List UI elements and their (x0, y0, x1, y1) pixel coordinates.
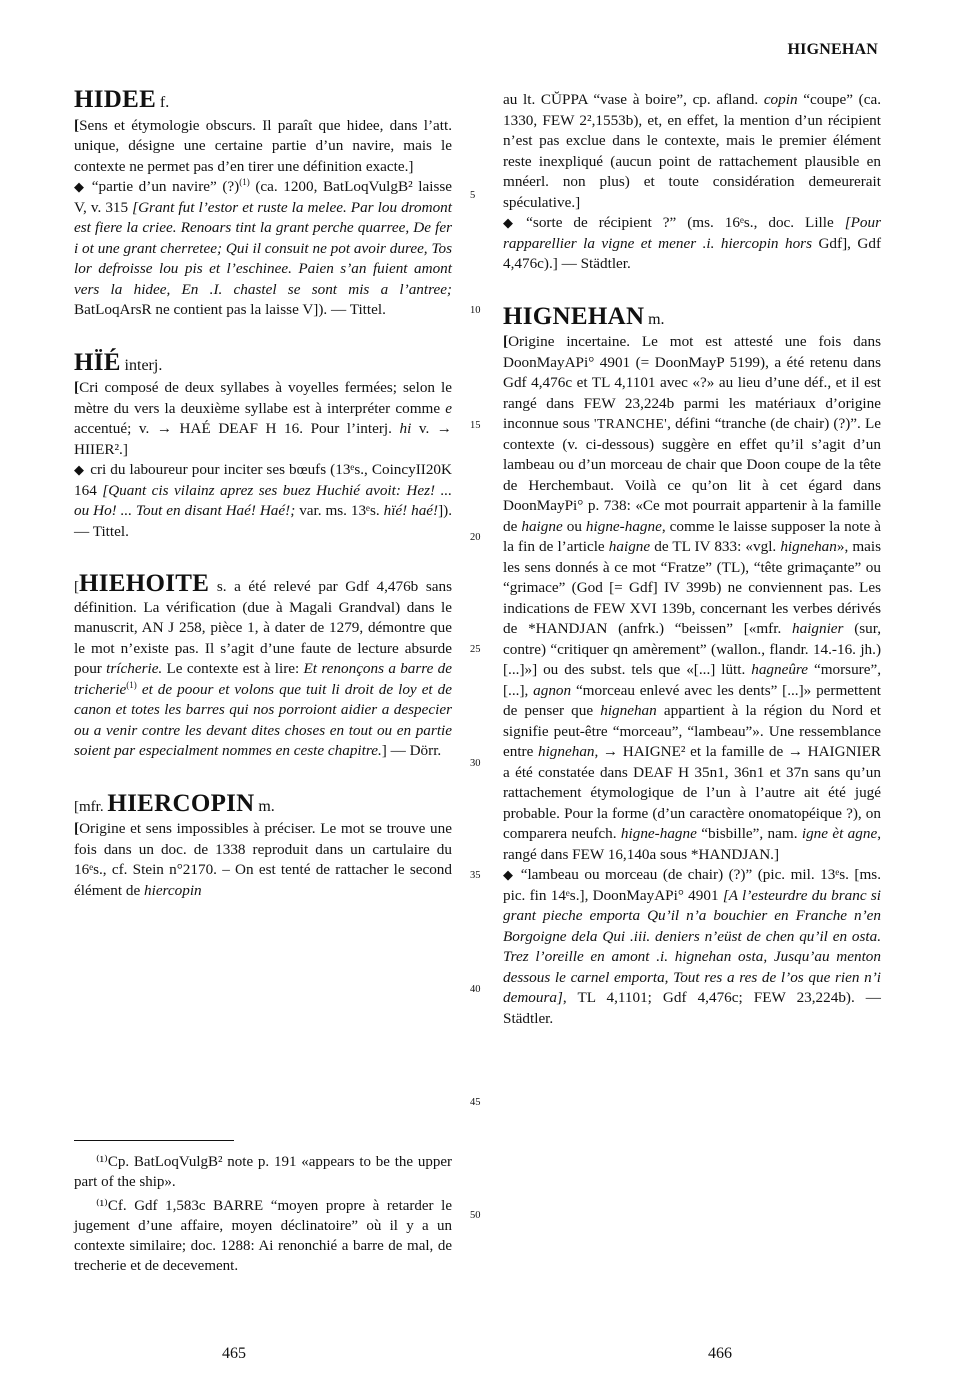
quotation: Et renonçons a barre de tricherie (74, 660, 453, 698)
lemma-hie: HÏÉ (74, 348, 121, 376)
lemma-hiehoite: HIEHOITE (79, 570, 210, 597)
sense: ◆ cri du laboureur pour inciter ses bœufs (13ᵉs., CoincyII20K 164 [Quant cis vilainz aprez ses buez Huchié avoit: Hez! ... ou Ho! ... Tout en disant Haé! Haé!; var. ms. 13ᵉs. hïé! haé!]). — Tittel. (74, 461, 453, 540)
quotation: [Grant fut l’estor et ruste la melee. Par lou dromont est fiere la criee. Renoars tint la grant perche quarree, De fer i ot une grant cherretee; Qui il consuit ne pot avoir duree, Tos lor defroisse lou pis et l’eschinee. Paien s’an fuient amont vers la hidee, En .I. chastel se sont mis a l’antree; (74, 198, 452, 298)
footnote-marker: (1) (126, 679, 137, 690)
quotation: [Pour rapparellier la vigne et mener .i. hiercopin hors (503, 214, 881, 252)
entry-hignehan (503, 302, 882, 1030)
entry-hiercopin-cont (503, 90, 881, 275)
entry-head: [mfr. HIERCOPIN m. (74, 789, 275, 817)
etymology: [Origine et sens impossibles à préciser. Le mot se trouve une fois dans un doc. de 1338 reproduit dans un cartulaire du 16ᵉs., cf. Stein n°2170. – On est tenté de rattacher le second élément de hiercopin (74, 820, 452, 899)
sense: ◆ “lambeau ou morceau (de chair) (?)” (pic. mil. 13ᵉs. [ms. pic. fin 14ᵉs.], DoonMayAPi° 4901 [A l’esteurdre du branc si grant pieche emporta Qu’il n’a bouchier en Franche n’en Borgoigne dela Qui .iii. deniers n’eüst de chen qu’il en osta. Trez l’oreille en amont .i. hignehan osta, Jusqu’au menton dessous le carnel emporta, Tout res a res de l’os que rien n’i demoura], TL 4,1101; Gdf 4,476c; FEW 23,224b). — Städtler. (503, 866, 881, 1027)
page-number-right: 466 (708, 1345, 732, 1362)
line-number: 10 (470, 305, 481, 316)
lemma-hignehan: HIGNEHAN (503, 302, 645, 330)
footnote-marker: (1) (239, 176, 250, 187)
diamond-icon: ◆ (74, 462, 85, 477)
entry-head (74, 86, 452, 114)
grammar-label: m. (648, 310, 665, 328)
running-header: HIGNEHAN (787, 41, 878, 58)
line-number: 50 (470, 1210, 481, 1221)
diamond-icon: ◆ (503, 215, 521, 230)
footnotes (74, 1152, 452, 1280)
line-number: 5 (470, 190, 476, 201)
grammar-label: interj. (124, 356, 163, 374)
lemma-hidee: HIDEE (74, 86, 157, 113)
etymology-continued: au lt. CŬPPA “vase à boire”, cp. afland. copin “coupe” (ca. 1330, FEW 2²,1553b), et, en effet, la mention d’un récipient n’est pas exclue dans le contexte, mais le premier élément reste inexpliqué (aucun point de rattachement plausible en mnéerl. non plus) et toute considération demeurerait spéculative.] (503, 91, 882, 211)
line-number: 35 (470, 870, 481, 881)
entry-head (74, 348, 452, 377)
line-number: 25 (470, 644, 481, 655)
entry-head (503, 302, 881, 331)
grammar-label: m. (258, 797, 275, 815)
etymology: [Origine incertaine. Le mot est attesté une fois dans DoonMayAPi° 4901 (= DoonMayP 5199), a été retenu dans Gdf 4,476c et TL 4,1101 avec «?» au lieu d’une déf., et il est rangé dans FEW 23,224b parmi les matériaux d’origine inconnue sous 'TRANCHE', défini “tranche (de chair) (?)”. Le contexte (v. ci-dessous) suggère en effet qu’il s’agit d’un lambeau ou d’un morceau de chair que Doon coupe de la tête de Herchembaut. Voilà ce qu’on lit à cet égard dans DoonMayPi° p. 738: «Ce mot pourrait appartenir à la famille de haigne ou higne-hagne, comme le laisse supposer la note à la fin de l’article haigne de TL IV 833: «vgl. hignehan», mais les sens donnés à ce mot “Fratze” (TL), “tête grimaçante” ou “grimace” (God [= Gdf] IV 399b) ne conviennent pas. Les indications de FEW XVI 139b, concernant les verbes dérivés de *HANDJAN (anfrk.) “beissen” [«mfr. haignier (sur, contre) “critiquer qn amèrement” (wallon., flandr. 14.-16. jh.) [...]»] ou des subst. tels que «[...] lütt. hagneûre “morsure”, [...], agnon “morceau enlevé avec les dents” [...]» permettent de penser que hignehan appartient à la région du Nord et signifie peut-être “morceau”, “lambeau”». Une ressemblance entre hignehan, → HAIGNE² et la famille de → HAIGNIER a été constatée dans DEAF H 35n1, 36n1 et 37n sans qu’un rattachement étymologique de l’un à l’autre ait été jugé probable. Pour la forme (d’un caractère onomatopéique ?), on comparera neufch. higne-hagne “bisbille”, nam. igne èt agne, rangé dans FEW 16,140a sous *HANDJAN.] (503, 333, 882, 863)
left-column (74, 86, 453, 901)
sense: ◆ “partie d’un navire” (?)$^{(1)}$ (ca. 1200, BatLoqVulgB² laisse V, v. 315 [Grant fut l’estor et ruste la melee. Par lou dromont est fiere la criee. Renoars tint la grant perche quarree, De fer i ot une grant cherretee; Qui il consuit ne pot avoir duree, Tos lor defroisse lou pis et l’eschinee. Paien s’an fuient amont vers la hidee, En .I. chastel se sont mis a l’antree; BatLoqArsR ne contient pas la laisse V]). — Tittel. (74, 176, 453, 318)
diamond-icon: ◆ (74, 179, 86, 194)
page-number-left: 465 (222, 1345, 246, 1362)
etymology: [Sens et étymologie obscurs. Il paraît que hidee, dans l’att. unique, désigne une certaine partie d’un navire, mais le contexte ne permet pas d’en tirer une définition exacte.] (74, 116, 452, 175)
entry-body: [HIEHOITE s. a été relevé par Gdf 4,476b sans définition. La vérification (due à Magali Grandval) dans le manuscrit, AN J 258, pièce 1, à dater de 1279, démontre que le mot n’existe pas. Il s’agit d’une faute de lecture absurde pour trícherie. Le contexte est à lire: Et renonçons a barre de tricherie$^{(1)}$ et de poour et volons que tuit li droit de loy et de canon et totes les barres qui nos porroiont aidier a despecier ou a venir contre les devant dites choses en tout ou en partie soient par especialment nommes en ceste chapitre.] — Dörr. (74, 570, 453, 759)
grammar-label: f. (159, 94, 170, 111)
line-number: 40 (470, 984, 481, 995)
lemma-hiercopin: HIERCOPIN (107, 789, 255, 817)
line-number: 20 (470, 532, 481, 543)
footnote: ⁽¹⁾Cf. Gdf 1,583c BARRE “moyen propre à retarder le jugement d’une affaire, moyen déclinatoire” où il y a un contexte similaire; doc. 1288: Ai renonchié a barre de mal, de trecherie et de decevement. (74, 1198, 452, 1274)
line-number: 15 (470, 420, 481, 431)
entry-hie (74, 348, 453, 543)
sense: ◆ “sorte de récipient ?” (ms. 16ᵉs., doc. Lille [Pour rapparellier la vigne et mener .i. hiercopin hors Gdf], Gdf 4,476c).] — Städtler. (503, 214, 882, 272)
quotation: [Quant cis vilainz aprez ses buez Huchié avoit: Hez! ... ou Ho! ... Tout en disant Haé! Haé!; (74, 481, 453, 519)
entry-hiehoite (74, 570, 453, 762)
diamond-icon: ◆ (503, 867, 515, 882)
line-number: 30 (470, 758, 481, 769)
entry-hidee (74, 86, 453, 321)
footnote-divider (74, 1140, 234, 1141)
footnote: ⁽¹⁾Cp. BatLoqVulgB² note p. 191 «appears to be the upper part of the ship». (74, 1154, 452, 1190)
quotation: [A l’esteurdre du branc si grant pieche emporta Qu’il n’a bouchier en Franche n’en Borgoigne dela Qui .iii. deniers n’eüst de chen qu’il en osta. Trez l’oreille en amont .i. hignehan osta, Jusqu’au menton dessous le carnel emporta, Tout res a res de l’os que rien n’i demoura] (503, 886, 881, 1006)
right-column (503, 90, 881, 1029)
line-number: 45 (470, 1097, 481, 1108)
entry-hiercopin (74, 789, 452, 902)
etymology: [Cri composé de deux syllabes à voyelles fermées; selon le mètre du vers la deuxième syllabe est à interpréter comme e accentué; v. → HAÉ DEAF H 16. Pour l’interj. hi v. → HIIER².] (74, 379, 453, 458)
